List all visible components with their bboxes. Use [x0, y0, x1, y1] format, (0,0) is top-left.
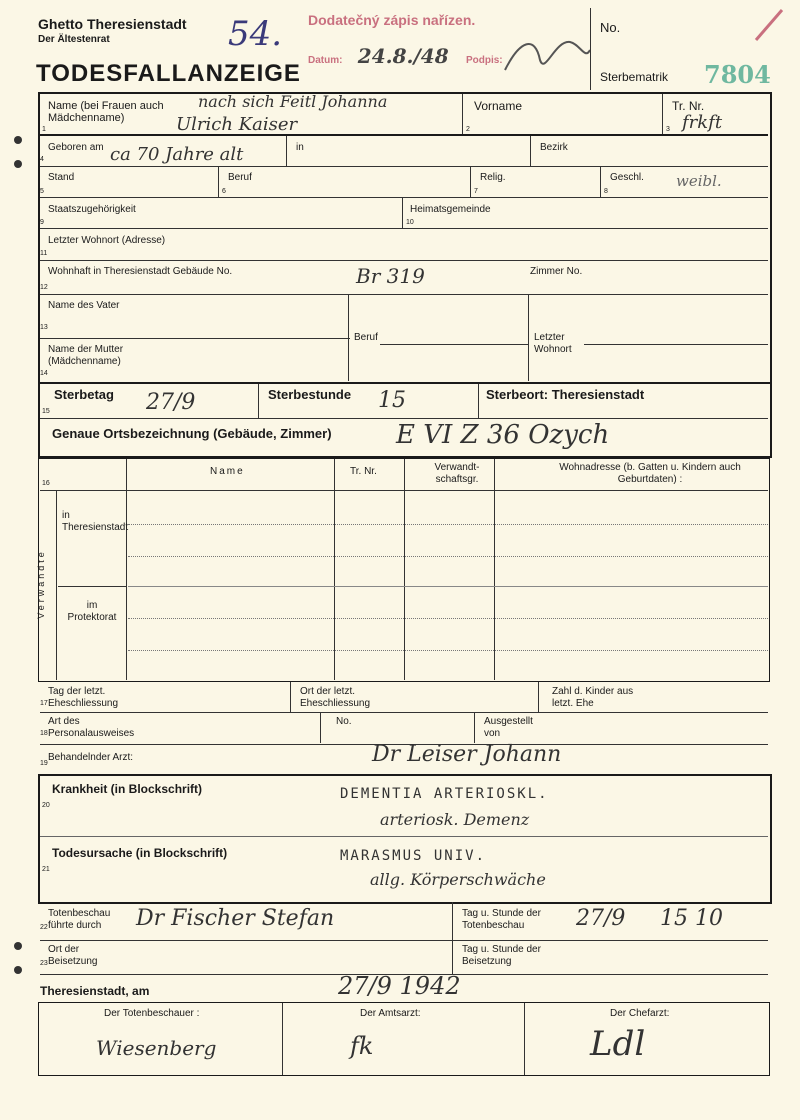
sterbeort-label: Sterbeort: Theresienstadt — [486, 387, 645, 402]
wohnhaft-value: Br 319 — [356, 264, 425, 288]
stamp-datum-label: Datum: — [308, 55, 343, 66]
page-title: TODESFALLANZEIGE — [36, 60, 301, 87]
wohnort-label: Letzter Wohnort (Adresse) — [48, 235, 166, 246]
ausweis-no-label: No. — [336, 716, 352, 727]
relatives-side-label: Verwandte — [35, 549, 46, 619]
totenbeschau-label: Totenbeschau führte durch — [48, 908, 111, 931]
todesursache-value-2: allg. Körperschwäche — [370, 870, 546, 889]
relig-label: Relig. — [480, 172, 506, 183]
punch-hole — [14, 160, 22, 168]
staat-label: Staatszugehörigkeit — [48, 204, 136, 215]
register-label: Sterbematrik — [600, 70, 669, 84]
stamp-title: Dodatečný zápis nařízen. — [308, 12, 476, 28]
relatives-col-verwandt: Verwandt-schaftsgr. — [434, 462, 480, 485]
krankheit-value: DEMENTIA ARTERIOSKL. — [340, 786, 549, 802]
no-label: No. — [600, 20, 621, 35]
footer-date-value: 27/9 1942 — [338, 972, 461, 1000]
geboren-label: Geboren am — [48, 142, 104, 153]
relatives-col-trnr: Tr. Nr. — [350, 466, 377, 477]
zahl-kinder-label: Zahl d. Kinder aus letzt. Ehe — [552, 686, 634, 709]
stunde-totenbeschau-value: 15 10 — [660, 906, 723, 931]
todesursache-label: Todesursache (in Blockschrift) — [52, 846, 228, 860]
ort-eheschliessung-label: Ort der letzt. Eheschliessung — [300, 686, 371, 709]
sterbetag-label: Sterbetag — [54, 387, 114, 402]
punch-hole — [14, 136, 22, 144]
todesursache-value: MARASMUS UNIV. — [340, 848, 487, 864]
geschl-label: Geschl. — [610, 172, 644, 183]
im-protektorat-label: im Protektorat — [67, 600, 117, 623]
name-value-top: nach sich Feitl Johanna — [198, 92, 388, 111]
wohnhaft-label: Wohnhaft in Theresienstadt Gebäude No. — [48, 266, 233, 277]
sterbetag-value: 27/9 — [146, 390, 196, 415]
punch-hole — [14, 966, 22, 974]
trnr-label: Tr. Nr. — [672, 99, 705, 113]
geboren-value: ca 70 Jahre alt — [110, 144, 244, 165]
beruf-label: Beruf — [228, 172, 252, 183]
vorname-label: Vorname — [474, 99, 523, 113]
trnr-value: frkft — [682, 112, 723, 133]
arzt-label: Behandelnder Arzt: — [48, 752, 134, 763]
header-suborg: Der Ältestenrat — [38, 34, 110, 45]
name-label: Name (bei Frauen auch Mädchenname) — [48, 100, 164, 124]
totenbeschau-value: Dr Fischer Stefan — [136, 906, 335, 931]
relatives-col-wohn: Wohnadresse (b. Gatten u. Kindern auch Geburtdaten) : — [559, 462, 741, 485]
header-org: Ghetto Theresienstadt — [38, 16, 187, 32]
tag-eheschliessung-label: Tag der letzt. Eheschliessung — [48, 686, 119, 709]
name-value: Ulrich Kaiser — [176, 114, 298, 135]
stamp-podpis-label: Podpis: — [465, 55, 503, 66]
red-tick-mark — [752, 6, 786, 42]
beisetzung-ort-label: Ort der Beisetzung — [48, 944, 98, 967]
totenbeschauer-label: Der Totenbeschauer : — [104, 1008, 200, 1019]
parents-beruf-label: Beruf — [354, 332, 378, 343]
sterbestunde-value: 15 — [378, 388, 406, 413]
header-divider — [590, 8, 591, 90]
ausgestellt-label: Ausgestellt von — [484, 716, 533, 739]
personalausweis-label: Art des Personalausweises — [48, 716, 135, 739]
arzt-value: Dr Leiser Johann — [372, 742, 562, 767]
ortsbezeichnung-value: E VI Z 36 Ozych — [396, 420, 610, 450]
signature-chefarzt: Ldl — [590, 1024, 646, 1064]
beisetzung-tag-label: Tag u. Stunde der Beisetzung — [462, 944, 541, 967]
tag-totenbeschau-value: 27/9 — [576, 906, 626, 931]
krankheit-label: Krankheit (in Blockschrift) — [52, 782, 203, 796]
parents-wohnort-label: Letzter Wohnort — [534, 332, 572, 355]
bezirk-label: Bezirk — [540, 142, 568, 153]
stamp-signature — [500, 30, 595, 80]
mutter-label: Name der Mutter (Mädchenname) — [48, 344, 124, 367]
signature-amtsarzt: fk — [350, 1032, 374, 1060]
punch-hole — [14, 942, 22, 950]
heimat-label: Heimatsgemeinde — [410, 204, 491, 215]
register-number: 7804 — [704, 60, 771, 89]
zimmer-label: Zimmer No. — [530, 266, 583, 277]
amtsarzt-label: Der Amtsarzt: — [360, 1008, 421, 1019]
sterbestunde-label: Sterbestunde — [268, 387, 352, 402]
stand-label: Stand — [48, 172, 75, 183]
geschl-value: weibl. — [676, 172, 722, 190]
relatives-col-name: Name — [210, 466, 245, 477]
signature-totenbeschauer: Wiesenberg — [96, 1036, 217, 1060]
in-label: in — [296, 142, 304, 153]
in-theresienstadt-label: in Theresienstadt — [62, 510, 129, 533]
handwritten-number: 54. — [228, 14, 283, 54]
footer-city-label: Theresienstadt, am — [40, 984, 150, 998]
chefarzt-label: Der Chefarzt: — [610, 1008, 670, 1019]
krankheit-value-2: arteriosk. Demenz — [380, 810, 530, 829]
stamp-datum-value: 24.8./48 — [357, 44, 449, 68]
tag-totenbeschau-label: Tag u. Stunde der Totenbeschau — [462, 908, 541, 931]
vater-label: Name des Vater — [48, 300, 120, 311]
ortsbezeichnung-label: Genaue Ortsbezeichnung (Gebäude, Zimmer) — [52, 426, 332, 441]
